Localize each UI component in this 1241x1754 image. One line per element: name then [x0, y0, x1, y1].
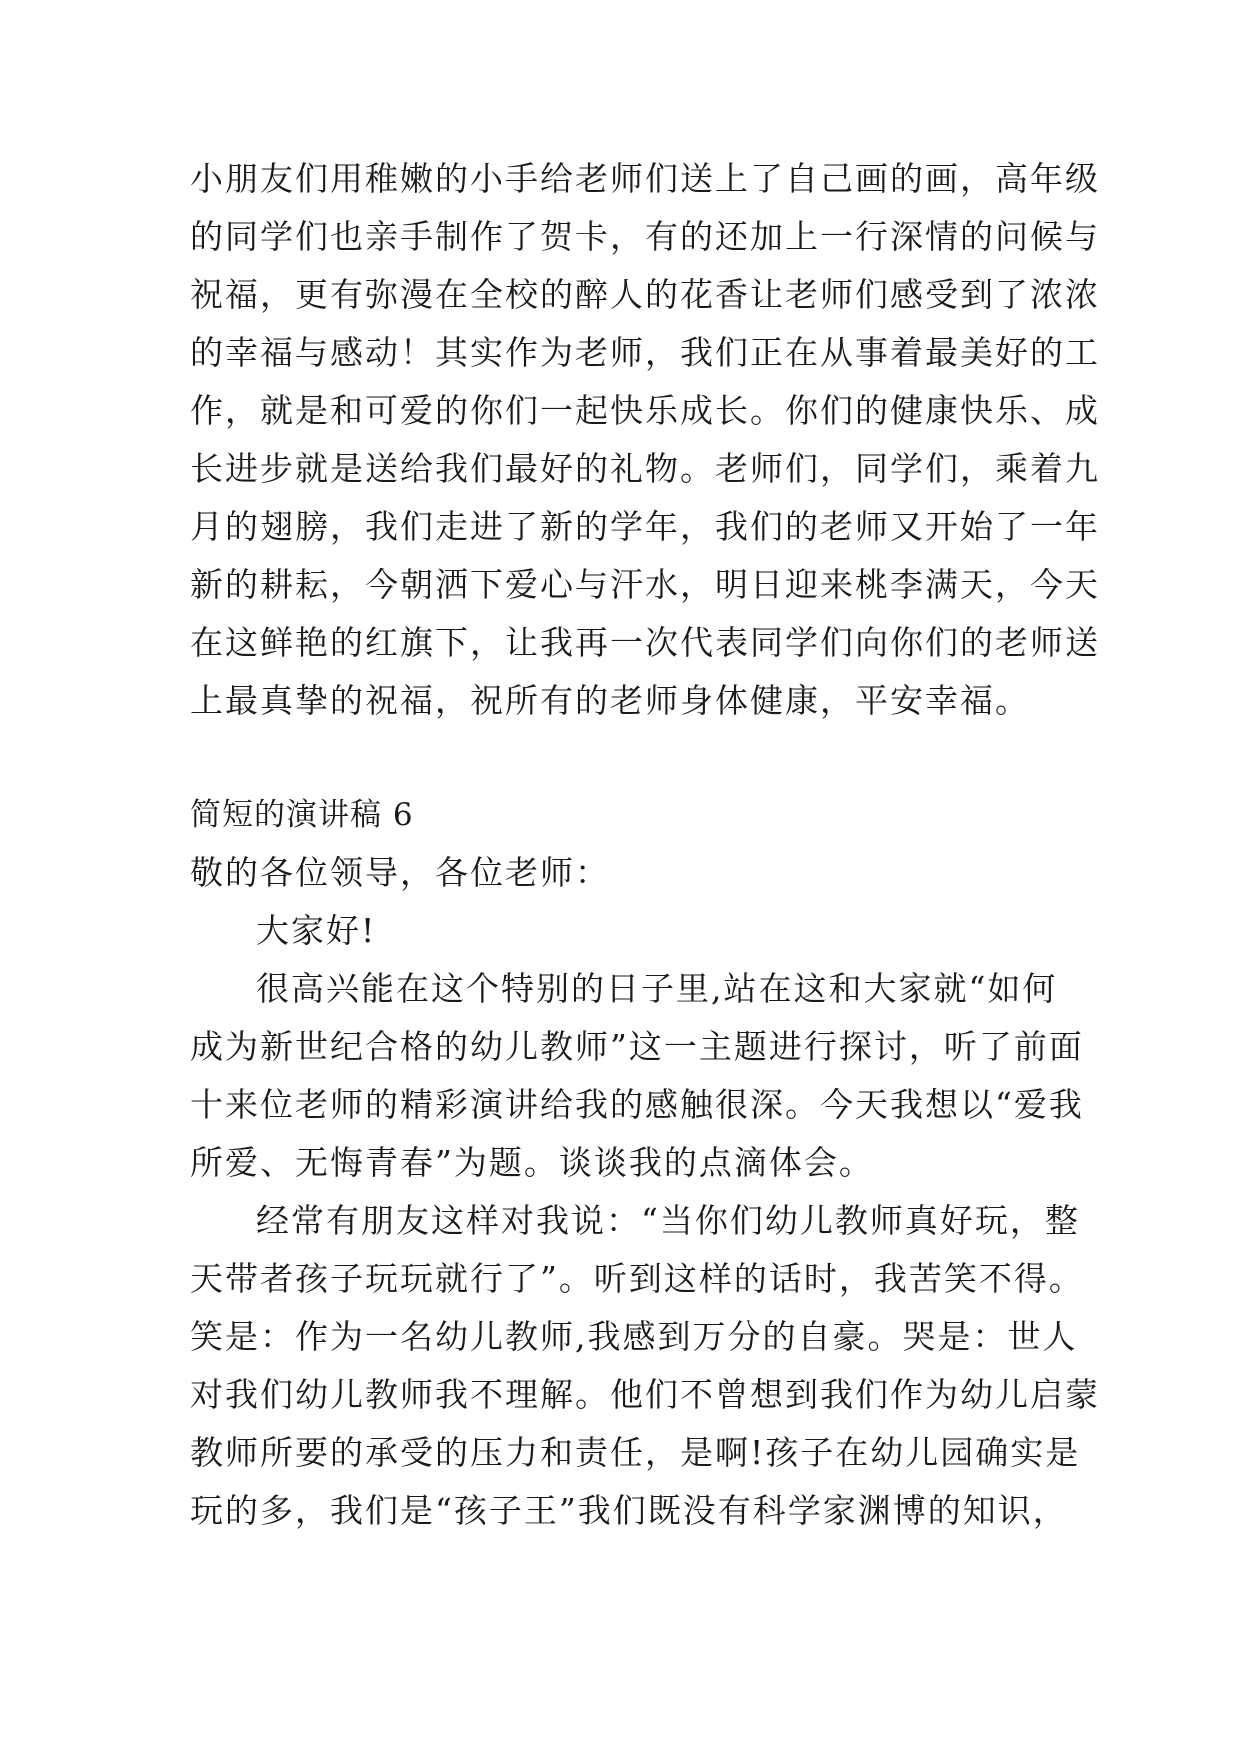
text-line: 的同学们也亲手制作了贺卡，有的还加上一行深情的问候与 [190, 217, 1100, 256]
text-line: 祝福，更有弥漫在全校的醉人的花香让老师们感受到了浓浓 [190, 275, 1100, 314]
text-line: 作，就是和可爱的你们一起快乐成长。你们的健康快乐、成 [190, 391, 1100, 430]
paragraph-1 [190, 150, 1100, 730]
text-line: 十来位老师的精彩演讲给我的感触很深。今天我想以“爱我 [190, 1085, 1084, 1124]
greeting: 大家好! [256, 911, 377, 950]
text-line: 笑是：作为一名幼儿教师,我感到万分的自豪。哭是：世人 [190, 1317, 1078, 1356]
section-spacer [190, 730, 1060, 786]
document-body [190, 150, 1100, 1540]
text-line: 教师所要的承受的压力和责任，是啊!孩子在幼儿园确实是 [190, 1433, 1081, 1472]
section-title: 简短的演讲稿 6 [190, 797, 414, 833]
text-line: 经常有朋友这样对我说：“当你们幼儿教师真好玩，整 [256, 1201, 1080, 1240]
text-line: 很高兴能在这个特别的日子里,站在这和大家就“如何 [256, 969, 1058, 1008]
text-line: 的幸福与感动！其实作为老师，我们正在从事着最美好的工 [190, 333, 1100, 372]
text-line: 玩的多，我们是“孩子王”我们既没有科学家渊博的知识， [190, 1491, 1068, 1530]
text-line: 月的翅膀，我们走进了新的学年，我们的老师又开始了一年 [190, 507, 1100, 546]
text-line: 小朋友们用稚嫩的小手给老师们送上了自己画的画，高年级 [190, 159, 1100, 198]
text-line: 长进步就是送给我们最好的礼物。老师们，同学们，乘着九 [190, 449, 1100, 488]
paragraph-2 [190, 960, 1084, 1192]
text-line: 上最真挚的祝福，祝所有的老师身体健康，平安幸福。 [190, 681, 1030, 720]
text-line: 所爱、无悔青春”为题。谈谈我的点滴体会。 [190, 1143, 874, 1182]
text-line: 在这鲜艳的红旗下，让我再一次代表同学们向你们的老师送 [190, 623, 1100, 662]
paragraph-3 [190, 1192, 1100, 1540]
salutation: 敬的各位领导，各位老师： [190, 853, 610, 892]
text-line: 天带者孩子玩玩就行了”。听到这样的话时，我苦笑不得。 [190, 1259, 1084, 1298]
text-line: 对我们幼儿教师我不理解。他们不曾想到我们作为幼儿启蒙 [190, 1375, 1100, 1414]
text-line: 成为新世纪合格的幼儿教师”这一主题进行探讨，听了前面 [190, 1027, 1084, 1066]
text-line: 新的耕耘，今朝洒下爱心与汗水，明日迎来桃李满天，今天 [190, 565, 1100, 604]
